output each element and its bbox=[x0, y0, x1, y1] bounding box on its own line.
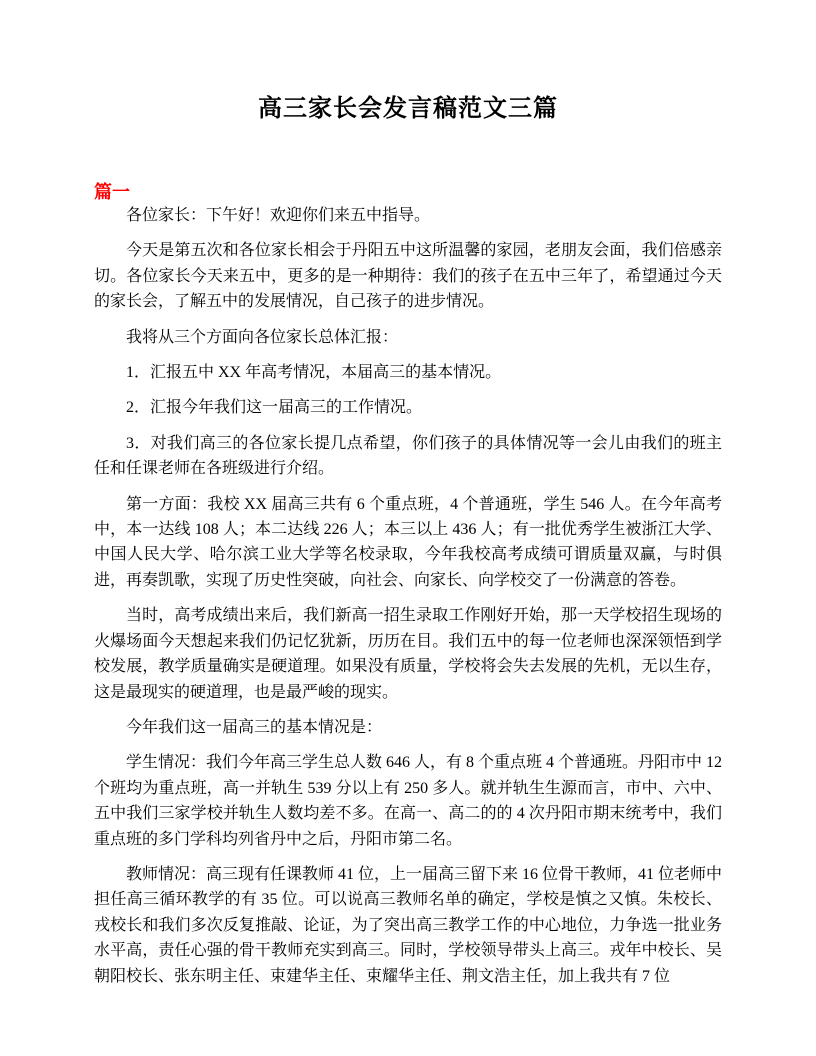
paragraph-student-situation: 学生情况：我们今年高三学生总人数 646 人，有 8 个重点班 4 个普通班。丹阳市中 12 个班均为重点班，高一并轨生 539 分以上有 250 多人。就并轨生生源而言，市中、六中、五中我们三家学校并轨生人数均差不多。在高一、高二的的 4 次丹阳市期末统考中，我们重点班的多门学科均列省丹中之后，丹阳市第二名。 bbox=[94, 754, 723, 848]
list-item-1: 1．汇报五中 XX 年高考情况，本届高三的基本情况。 bbox=[126, 364, 502, 382]
list-item-2: 2．汇报今年我们这一届高三的工作情况。 bbox=[126, 399, 423, 417]
paragraph-greeting: 各位家长：下午好！欢迎你们来五中指导。 bbox=[126, 207, 431, 224]
section-heading-part-one: 篇一 bbox=[94, 182, 130, 202]
paragraph-first-aspect: 第一方面：我校 XX 届高三共有 6 个重点班，4 个普通班，学生 546 人。在今年高考中，本一达线 108 人；本二达线 226 人；本三以上 436 人；有一批优秀学生被浙江大学、中国人民大学、哈尔滨工业大学等名校录取，今年我校高考成绩可谓质量双赢，与时俱进，再奏凯歌，实现了历史性突破，向社会、向家长、向学校交了一份满意的答卷。 bbox=[94, 495, 722, 589]
paragraph-report-overview: 我将从三个方面向各位家长总体汇报： bbox=[126, 328, 399, 346]
paragraph-enrollment-memory: 当时，高考成绩出来后，我们新高一招生录取工作刚好开始，那一天学校招生现场的火爆场面今天想起来我们仍记忆犹新，历历在目。我们五中的每一位老师也深深领悟到学校发展，教学质量确实是硬道理。如果没有质量，学校将会失去发展的先机，无以生存，这是最现实的硬道理，也是最严峻的现实。 bbox=[94, 607, 722, 701]
paragraph-basic-situation-lead: 今年我们这一届高三的基本情况是： bbox=[126, 718, 383, 736]
paragraph-teacher-situation: 教师情况：高三现有任课教师 41 位，上一届高三留下来 16 位骨干教师，41 位老师中担任高三循环教学的有 35 位。可以说高三教师名单的确定，学校是慎之又慎。朱校长、戎校长和我们多次反复推敲、论证，为了突出高三教学工作的中心地位，力争选一批业务水平高，责任心强的骨干教师充实到高三。同时，学校领导带头上高三。戎年中校长、吴朝阳校长、张东明主任、束建华主任、束耀华主任、荆文浩主任，加上我共有 7 位 bbox=[94, 865, 723, 985]
list-item-3: 3．对我们高三的各位家长提几点希望，你们孩子的具体情况等一会儿由我们的班主任和任课老师在各班级进行介绍。 bbox=[94, 434, 722, 478]
document-title: 高三家长会发言稿范文三篇 bbox=[258, 96, 558, 122]
paragraph-intro: 今天是第五次和各位家长相会于丹阳五中这所温馨的家园，老朋友会面，我们倍感亲切。各位家长今天来五中，更多的是一种期待：我们的孩子在五中三年了，希望通过今天的家长会，了解五中的发展情况，自己孩子的进步情况。 bbox=[94, 242, 722, 311]
